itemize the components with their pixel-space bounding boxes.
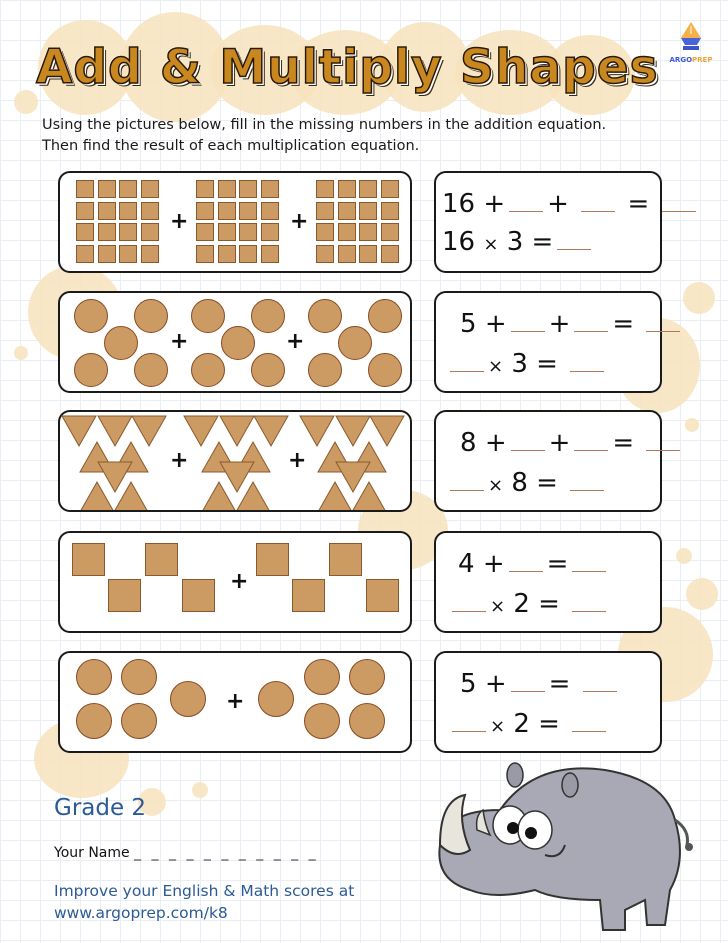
answer-blank[interactable] bbox=[450, 349, 484, 372]
equation-box-5 bbox=[434, 651, 662, 753]
triangle-shape bbox=[220, 462, 254, 492]
square-shape bbox=[329, 543, 362, 576]
circle-shape bbox=[104, 326, 138, 360]
square-shape bbox=[218, 223, 236, 241]
square-shape bbox=[338, 180, 356, 198]
square-shape bbox=[119, 245, 137, 263]
circle-shape bbox=[251, 353, 285, 387]
decor-bubble bbox=[14, 90, 38, 114]
square-shape bbox=[141, 202, 159, 220]
instructions-line-2: Then find the result of each multiplication equation. bbox=[42, 138, 420, 154]
square-shape bbox=[239, 223, 257, 241]
picture-box-5 bbox=[58, 651, 412, 753]
instructions bbox=[42, 115, 702, 157]
name-line[interactable]: _ _ _ _ _ _ _ _ _ _ _ bbox=[134, 845, 319, 861]
equation-box-1 bbox=[434, 171, 662, 273]
answer-blank[interactable] bbox=[574, 428, 608, 451]
square-shape bbox=[218, 245, 236, 263]
square-shape bbox=[141, 180, 159, 198]
square-shape bbox=[366, 579, 399, 612]
instructions-line-1: Using the pictures below, fill in the missing numbers in the addition equation. bbox=[42, 117, 607, 133]
plus-sign: + bbox=[170, 448, 189, 473]
square-shape bbox=[218, 202, 236, 220]
circle-shape bbox=[338, 326, 372, 360]
answer-blank[interactable] bbox=[511, 309, 545, 332]
promo-text bbox=[54, 880, 354, 924]
circle-shape bbox=[74, 299, 108, 333]
square-shape bbox=[261, 180, 279, 198]
answer-blank[interactable] bbox=[450, 468, 484, 491]
square-shape bbox=[316, 223, 334, 241]
triangle-shape bbox=[62, 416, 96, 446]
answer-blank[interactable] bbox=[572, 709, 606, 732]
triangle-shape bbox=[98, 462, 132, 492]
square-shape bbox=[98, 245, 116, 263]
circle-shape bbox=[121, 659, 157, 695]
plus-sign: + bbox=[288, 448, 307, 473]
circle-shape bbox=[308, 353, 342, 387]
triangle-shape bbox=[336, 416, 370, 446]
name-label: Your Name bbox=[54, 845, 130, 861]
addition-equation: 5 + = bbox=[460, 669, 621, 699]
answer-blank[interactable] bbox=[570, 349, 604, 372]
rhino-illustration bbox=[425, 750, 715, 940]
multiplication-equation: × 8 = bbox=[446, 468, 608, 498]
square-shape bbox=[98, 202, 116, 220]
addition-equation: 8 + + = bbox=[460, 428, 684, 458]
circle-shape bbox=[349, 703, 385, 739]
square-shape bbox=[316, 180, 334, 198]
multiplication-equation: × 3 = bbox=[446, 349, 608, 379]
decor-bubble bbox=[14, 346, 28, 360]
triangle-groups bbox=[60, 412, 410, 510]
answer-blank[interactable] bbox=[646, 428, 680, 451]
circle-shape bbox=[221, 326, 255, 360]
square-shape bbox=[261, 245, 279, 263]
triangle-shape bbox=[202, 482, 236, 510]
square-shape bbox=[359, 223, 377, 241]
square-shape bbox=[196, 202, 214, 220]
square-shape bbox=[381, 245, 399, 263]
pen-nib-icon bbox=[677, 20, 705, 52]
square-shape bbox=[359, 202, 377, 220]
logo-text: ARGOPREP bbox=[669, 56, 713, 64]
square-shape bbox=[256, 543, 289, 576]
square-shape bbox=[98, 180, 116, 198]
answer-blank[interactable] bbox=[572, 549, 606, 572]
circle-shape bbox=[368, 353, 402, 387]
square-shape bbox=[76, 180, 94, 198]
answer-blank[interactable] bbox=[646, 309, 680, 332]
triangle-shape bbox=[352, 482, 386, 510]
multiplication-equation: × 2 = bbox=[448, 589, 610, 619]
multiplication-equation: 16 × 3 = bbox=[442, 227, 595, 257]
square-shape bbox=[108, 579, 141, 612]
answer-blank[interactable] bbox=[509, 549, 543, 572]
equation-box-4 bbox=[434, 531, 662, 633]
answer-blank[interactable] bbox=[511, 669, 545, 692]
square-shape bbox=[261, 223, 279, 241]
square-shape bbox=[196, 180, 214, 198]
argoprep-logo bbox=[668, 20, 714, 64]
answer-blank[interactable] bbox=[511, 428, 545, 451]
circle-shape bbox=[134, 353, 168, 387]
square-shape bbox=[338, 245, 356, 263]
answer-blank[interactable] bbox=[574, 309, 608, 332]
square-shape bbox=[338, 202, 356, 220]
square-shape bbox=[316, 245, 334, 263]
picture-box-1 bbox=[58, 171, 412, 273]
square-shape bbox=[292, 579, 325, 612]
square-shape bbox=[76, 223, 94, 241]
circle-shape bbox=[258, 681, 294, 717]
decor-bubble bbox=[192, 782, 208, 798]
circle-shape bbox=[76, 659, 112, 695]
multiplication-equation: × 2 = bbox=[448, 709, 610, 739]
triangle-shape bbox=[184, 416, 218, 446]
answer-blank[interactable] bbox=[452, 709, 486, 732]
square-shape bbox=[239, 180, 257, 198]
page-title: Add & Multiply Shapes bbox=[36, 40, 659, 95]
triangle-shape bbox=[300, 416, 334, 446]
answer-blank[interactable] bbox=[572, 589, 606, 612]
circle-shape bbox=[368, 299, 402, 333]
triangle-shape bbox=[318, 482, 352, 510]
square-shape bbox=[72, 543, 105, 576]
square-shape bbox=[261, 202, 279, 220]
square-shape bbox=[239, 245, 257, 263]
name-field[interactable] bbox=[54, 845, 319, 861]
square-shape bbox=[76, 245, 94, 263]
picture-box-4 bbox=[58, 531, 412, 633]
circle-shape bbox=[76, 703, 112, 739]
circle-shape bbox=[349, 659, 385, 695]
circle-shape bbox=[304, 703, 340, 739]
square-shape bbox=[196, 223, 214, 241]
square-shape bbox=[239, 202, 257, 220]
plus-sign: + bbox=[170, 329, 189, 354]
triangle-shape bbox=[236, 482, 270, 510]
square-shape bbox=[359, 245, 377, 263]
square-shape bbox=[141, 223, 159, 241]
square-shape bbox=[381, 223, 399, 241]
decor-bubble bbox=[676, 548, 692, 564]
circle-shape bbox=[251, 299, 285, 333]
addition-equation: 16 + + = bbox=[442, 189, 700, 219]
grade-label: Grade 2 bbox=[54, 795, 147, 821]
triangle-shape bbox=[254, 416, 288, 446]
answer-blank[interactable] bbox=[581, 189, 615, 212]
square-shape bbox=[196, 245, 214, 263]
triangle-shape bbox=[336, 462, 370, 492]
circle-shape bbox=[121, 703, 157, 739]
addition-equation: 5 + + = bbox=[460, 309, 684, 339]
square-shape bbox=[145, 543, 178, 576]
square-shape bbox=[182, 579, 215, 612]
square-shape bbox=[119, 223, 137, 241]
circle-shape bbox=[170, 681, 206, 717]
answer-blank[interactable] bbox=[570, 468, 604, 491]
square-shape bbox=[119, 180, 137, 198]
circle-shape bbox=[74, 353, 108, 387]
answer-blank[interactable] bbox=[509, 189, 543, 212]
square-shape bbox=[338, 223, 356, 241]
square-shape bbox=[218, 180, 236, 198]
plus-sign: + bbox=[290, 209, 309, 234]
circle-shape bbox=[191, 299, 225, 333]
triangle-shape bbox=[370, 416, 404, 446]
triangle-shape bbox=[80, 482, 114, 510]
answer-blank[interactable] bbox=[557, 227, 591, 250]
plus-sign: + bbox=[226, 689, 245, 714]
addition-equation: 4 + = bbox=[458, 549, 610, 579]
square-shape bbox=[76, 202, 94, 220]
square-shape bbox=[359, 180, 377, 198]
square-shape bbox=[141, 245, 159, 263]
equation-box-2 bbox=[434, 291, 662, 393]
answer-blank[interactable] bbox=[662, 189, 696, 212]
plus-sign: + bbox=[170, 209, 189, 234]
circle-shape bbox=[134, 299, 168, 333]
picture-box-2 bbox=[58, 291, 412, 393]
promo-url[interactable]: www.argoprep.com/k8 bbox=[54, 904, 228, 922]
circle-shape bbox=[308, 299, 342, 333]
square-shape bbox=[98, 223, 116, 241]
decor-bubble bbox=[686, 578, 718, 610]
promo-line-1: Improve your English & Math scores at bbox=[54, 882, 355, 900]
plus-sign: + bbox=[230, 569, 249, 594]
picture-box-3 bbox=[58, 410, 412, 512]
answer-blank[interactable] bbox=[583, 669, 617, 692]
square-shape bbox=[316, 202, 334, 220]
triangle-shape bbox=[98, 416, 132, 446]
decor-bubble bbox=[685, 418, 699, 432]
circle-shape bbox=[191, 353, 225, 387]
triangle-shape bbox=[114, 482, 148, 510]
square-shape bbox=[381, 202, 399, 220]
triangle-shape bbox=[132, 416, 166, 446]
triangle-shape bbox=[220, 416, 254, 446]
answer-blank[interactable] bbox=[452, 589, 486, 612]
equation-box-3 bbox=[434, 410, 662, 512]
square-shape bbox=[119, 202, 137, 220]
circle-shape bbox=[304, 659, 340, 695]
decor-bubble bbox=[683, 282, 715, 314]
plus-sign: + bbox=[286, 329, 305, 354]
square-shape bbox=[381, 180, 399, 198]
